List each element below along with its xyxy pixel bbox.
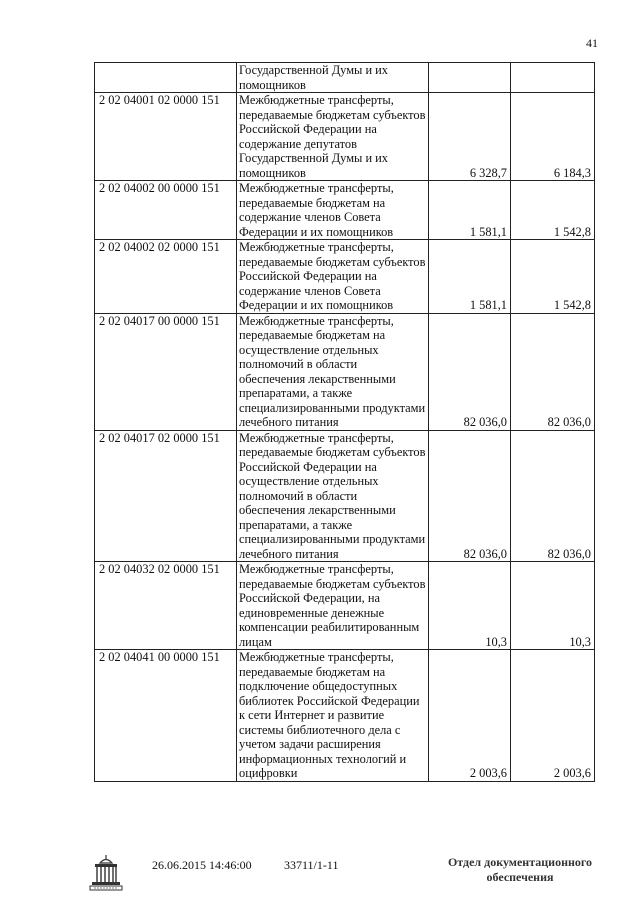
row-code: 2 02 04002 02 0000 151 (95, 240, 237, 314)
row-value-1 (429, 63, 511, 93)
row-name: Межбюджетные трансферты, передаваемые бюджетам субъектов Российской Федерации, на единовременные денежные компенсации реабилитированным лицам (237, 562, 429, 650)
state-duma-emblem-icon (88, 852, 124, 892)
footer-department-stamp (440, 855, 600, 885)
row-value-2: 82 036,0 (511, 313, 595, 430)
row-value-2 (511, 63, 595, 93)
footer-timestamp: 26.06.2015 14:46:00 (152, 858, 252, 872)
row-value-2: 1 542,8 (511, 240, 595, 314)
table-row (95, 63, 595, 93)
row-name: Межбюджетные трансферты, передаваемые бюджетам субъектов Российской Федерации на содержание членов Совета Федерации и их помощников (237, 240, 429, 314)
row-value-1: 1 581,1 (429, 240, 511, 314)
budget-table (94, 62, 595, 782)
table-row (95, 240, 595, 314)
page-number: 41 (586, 36, 598, 50)
row-value-1: 82 036,0 (429, 313, 511, 430)
table-row (95, 93, 595, 181)
row-value-2: 2 003,6 (511, 650, 595, 782)
row-code: 2 02 04002 00 0000 151 (95, 181, 237, 240)
department-line-2: обеспечения (486, 870, 554, 884)
row-value-2: 6 184,3 (511, 93, 595, 181)
row-name: Межбюджетные трансферты, передаваемые бюджетам на содержание членов Совета Федерации и их помощников (237, 181, 429, 240)
row-value-2: 82 036,0 (511, 430, 595, 562)
row-code: 2 02 04001 02 0000 151 (95, 93, 237, 181)
row-name: Межбюджетные трансферты, передаваемые бюджетам на подключение общедоступных библиотек Российской Федерации к сети Интернет и развитие системы библиотечного дела с учетом задачи расширения информационных технологий и оцифровки (237, 650, 429, 782)
row-name: Межбюджетные трансферты, передаваемые бюджетам субъектов Российской Федерации на осуществление отдельных полномочий в области обеспечения лекарственными препаратами, а также специализированными продуктами лечебного питания (237, 430, 429, 562)
row-code: 2 02 04017 00 0000 151 (95, 313, 237, 430)
table-row (95, 562, 595, 650)
row-code: 2 02 04041 00 0000 151 (95, 650, 237, 782)
table-row (95, 650, 595, 782)
department-line-1: Отдел документационного (447, 855, 593, 869)
row-value-2: 10,3 (511, 562, 595, 650)
row-name: Государственной Думы и их помощников (237, 63, 429, 93)
row-name: Межбюджетные трансферты, передаваемые бюджетам на осуществление отдельных полномочий в области обеспечения лекарственными препаратами, а также специализированными продуктами лечебного питания (237, 313, 429, 430)
row-value-2: 1 542,8 (511, 181, 595, 240)
row-value-1: 2 003,6 (429, 650, 511, 782)
row-value-1: 6 328,7 (429, 93, 511, 181)
row-value-1: 1 581,1 (429, 181, 511, 240)
row-name: Межбюджетные трансферты, передаваемые бюджетам субъектов Российской Федерации на содержание депутатов Государственной Думы и их помощников (237, 93, 429, 181)
table-row (95, 181, 595, 240)
row-value-1: 10,3 (429, 562, 511, 650)
table-row (95, 313, 595, 430)
row-code (95, 63, 237, 93)
row-code: 2 02 04017 02 0000 151 (95, 430, 237, 562)
row-code: 2 02 04032 02 0000 151 (95, 562, 237, 650)
row-value-1: 82 036,0 (429, 430, 511, 562)
footer-document-number: 33711/1-11 (284, 858, 339, 872)
table-row (95, 430, 595, 562)
